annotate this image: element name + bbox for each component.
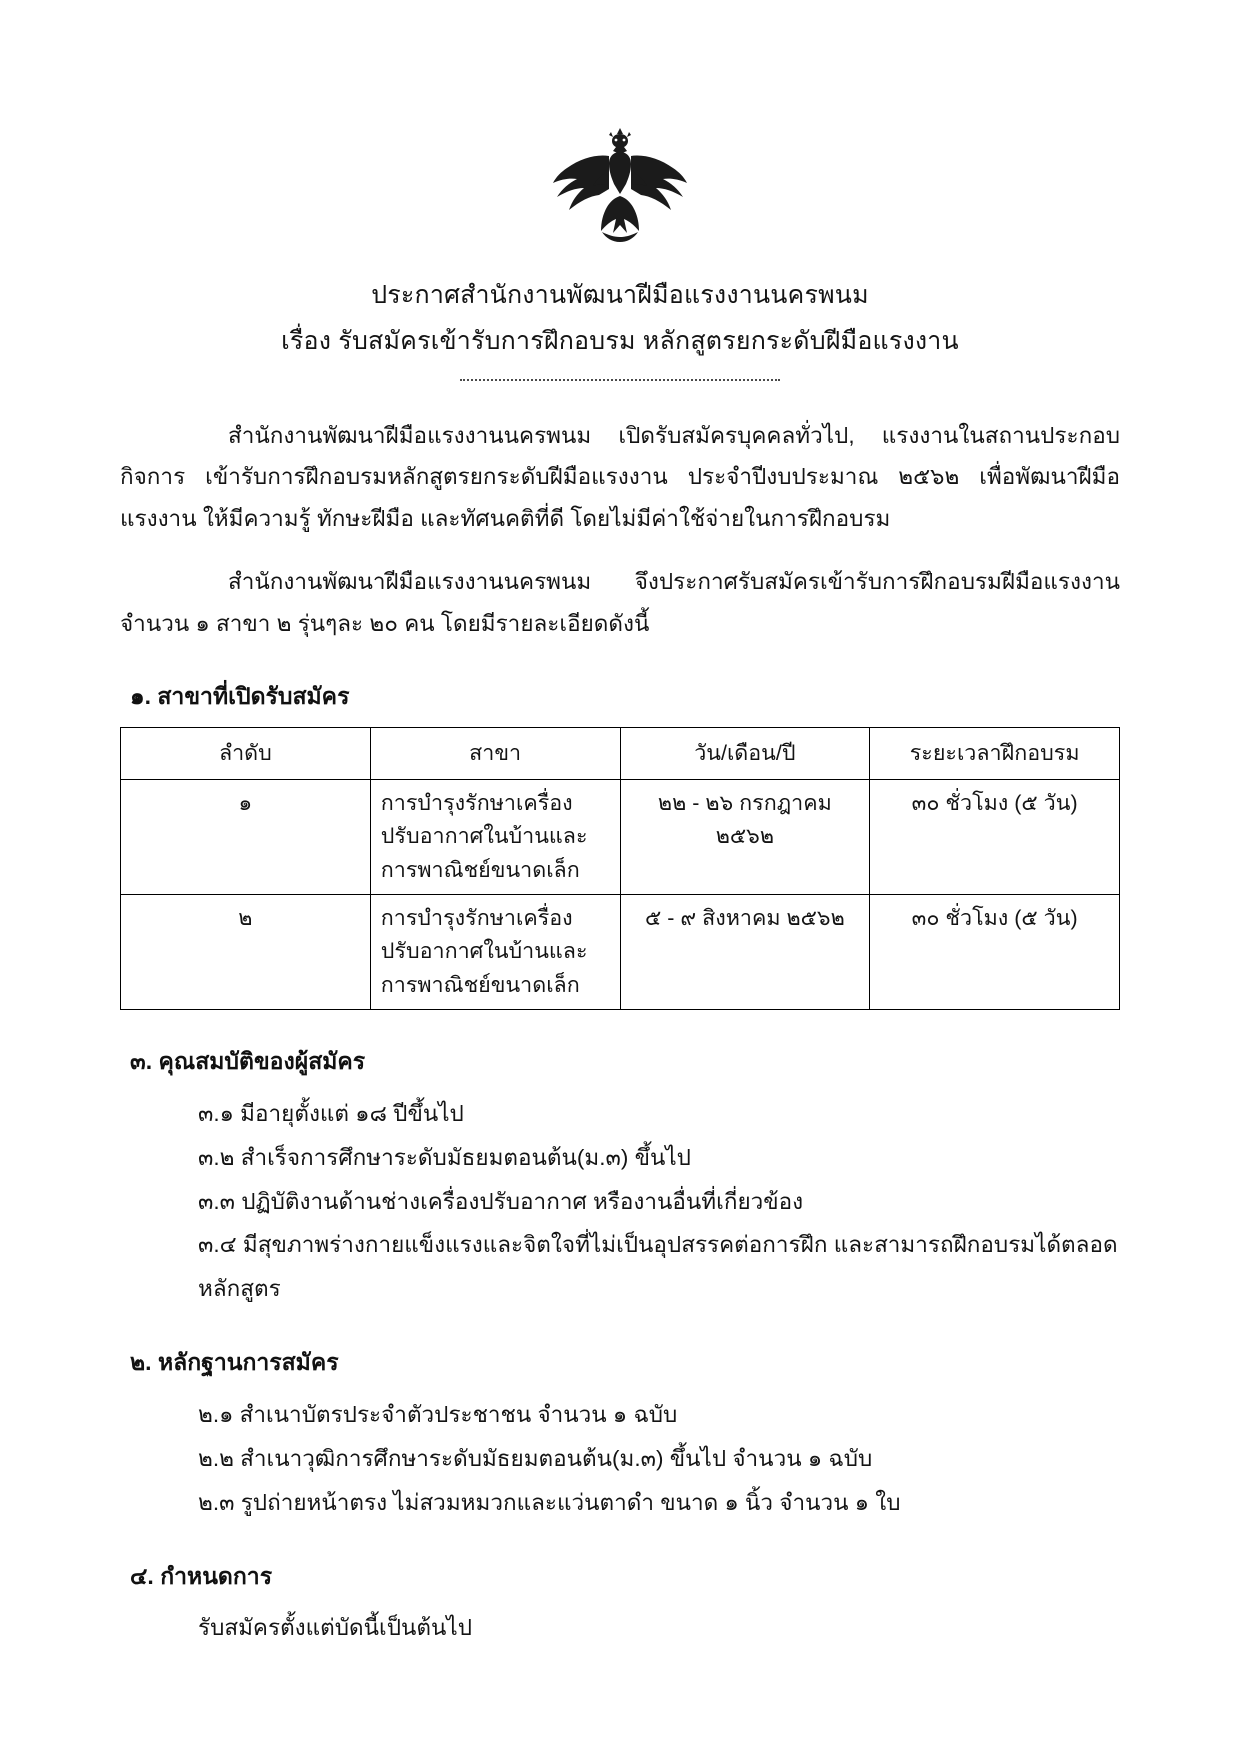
section-title-evidence: ๒. หลักฐานการสมัคร (130, 1349, 339, 1376)
intro-paragraph-1: สำนักงานพัฒนาฝีมือแรงงานนครพนม เปิดรับสมัครบุคคลทั่วไป, แรงงานในสถานประกอบกิจการ เข้ารับการฝึกอบรมหลักสูตรยกระดับฝีมือแรงงาน ประจำปีงบประมาณ ๒๕๖๒ เพื่อพัฒนาฝีมือแรงงาน ให้มีความรู้ ทักษะฝีมือ และทัศนคติที่ดี โดยไม่มีค่าใช้จ่ายในการฝึกอบรม (120, 422, 1120, 531)
heading-line-1: ประกาศสำนักงานพัฒนาฝีมือแรงงานนครพนม (371, 281, 869, 309)
intro-paragraph-2: สำนักงานพัฒนาฝีมือแรงงานนครพนม จึงประกาศรับสมัครเข้ารับการฝึกอบรมฝีมือแรงงาน จำนวน ๑ สาขา ๒ รุ่นๆละ ๒๐ คน โดยมีรายละเอียดดังนี้ (120, 569, 1120, 636)
cell-date: ๒๒ - ๒๖ กรกฎาคม ๒๕๖๒ (620, 779, 870, 894)
evidence-list (120, 1393, 1120, 1525)
cell-branch: การบำรุงรักษาเครื่องปรับอากาศในบ้านและการพาณิชย์ขนาดเล็ก (370, 894, 620, 1009)
document-heading (0, 277, 1240, 381)
cell-duration: ๓๐ ชั่วโมง (๕ วัน) (870, 779, 1120, 894)
courses-table (120, 727, 1120, 1010)
table-row (121, 894, 1120, 1009)
schedule-text: รับสมัครตั้งแต่บัดนี้เป็นต้นไป (198, 1614, 472, 1640)
cell-no: ๑ (121, 779, 371, 894)
section-title-branches: ๑. สาขาที่เปิดรับสมัคร (130, 682, 350, 709)
list-item: ๓.๔ มีสุขภาพร่างกายแข็งแรงและจิตใจที่ไม่เป็นอุปสรรคต่อการฝึก และสามารถฝึกอบรมได้ตลอดหลักสูตร (198, 1232, 1118, 1302)
heading-line-2: เรื่อง รับสมัครเข้ารับการฝึกอบรม หลักสูตรยกระดับฝีมือแรงงาน (281, 327, 959, 356)
heading-divider (460, 378, 780, 381)
table-header-branch: สาขา (370, 727, 620, 779)
document-body (120, 415, 1120, 1650)
list-item: ๒.๓ รูปถ่ายหน้าตรง ไม่สวมหมวกและแว่นตาดำ ขนาด ๑ นิ้ว จำนวน ๑ ใบ (198, 1489, 901, 1515)
garuda-emblem-icon (545, 128, 695, 253)
list-item: ๓.๑ มีอายุตั้งแต่ ๑๘ ปีขึ้นไป (198, 1100, 464, 1126)
table-header-row (121, 727, 1120, 779)
list-item: ๓.๒ สำเร็จการศึกษาระดับมัธยมตอนต้น(ม.๓) ขึ้นไป (198, 1144, 691, 1170)
table-header-no: ลำดับ (121, 727, 371, 779)
cell-no: ๒ (121, 894, 371, 1009)
list-item: ๓.๓ ปฏิบัติงานด้านช่างเครื่องปรับอากาศ หรืองานอื่นที่เกี่ยวข้อง (198, 1188, 804, 1214)
table-row (121, 779, 1120, 894)
qualifications-list (120, 1092, 1120, 1311)
emblem-container (0, 0, 1240, 253)
section-title-schedule: ๔. กำหนดการ (130, 1562, 273, 1589)
list-item: ๒.๒ สำเนาวุฒิการศึกษาระดับมัธยมตอนต้น(ม.๓) ขึ้นไป จำนวน ๑ ฉบับ (198, 1446, 873, 1472)
table-header-duration: ระยะเวลาฝึกอบรม (870, 727, 1120, 779)
cell-date: ๕ - ๙ สิงหาคม ๒๕๖๒ (620, 894, 870, 1009)
cell-duration: ๓๐ ชั่วโมง (๕ วัน) (870, 894, 1120, 1009)
list-item: ๒.๑ สำเนาบัตรประจำตัวประชาชน จำนวน ๑ ฉบับ (198, 1402, 678, 1428)
table-header-date: วัน/เดือน/ปี (620, 727, 870, 779)
section-title-qualifications: ๓. คุณสมบัติของผู้สมัคร (130, 1047, 366, 1074)
cell-branch: การบำรุงรักษาเครื่องปรับอากาศในบ้านและการพาณิชย์ขนาดเล็ก (370, 779, 620, 894)
